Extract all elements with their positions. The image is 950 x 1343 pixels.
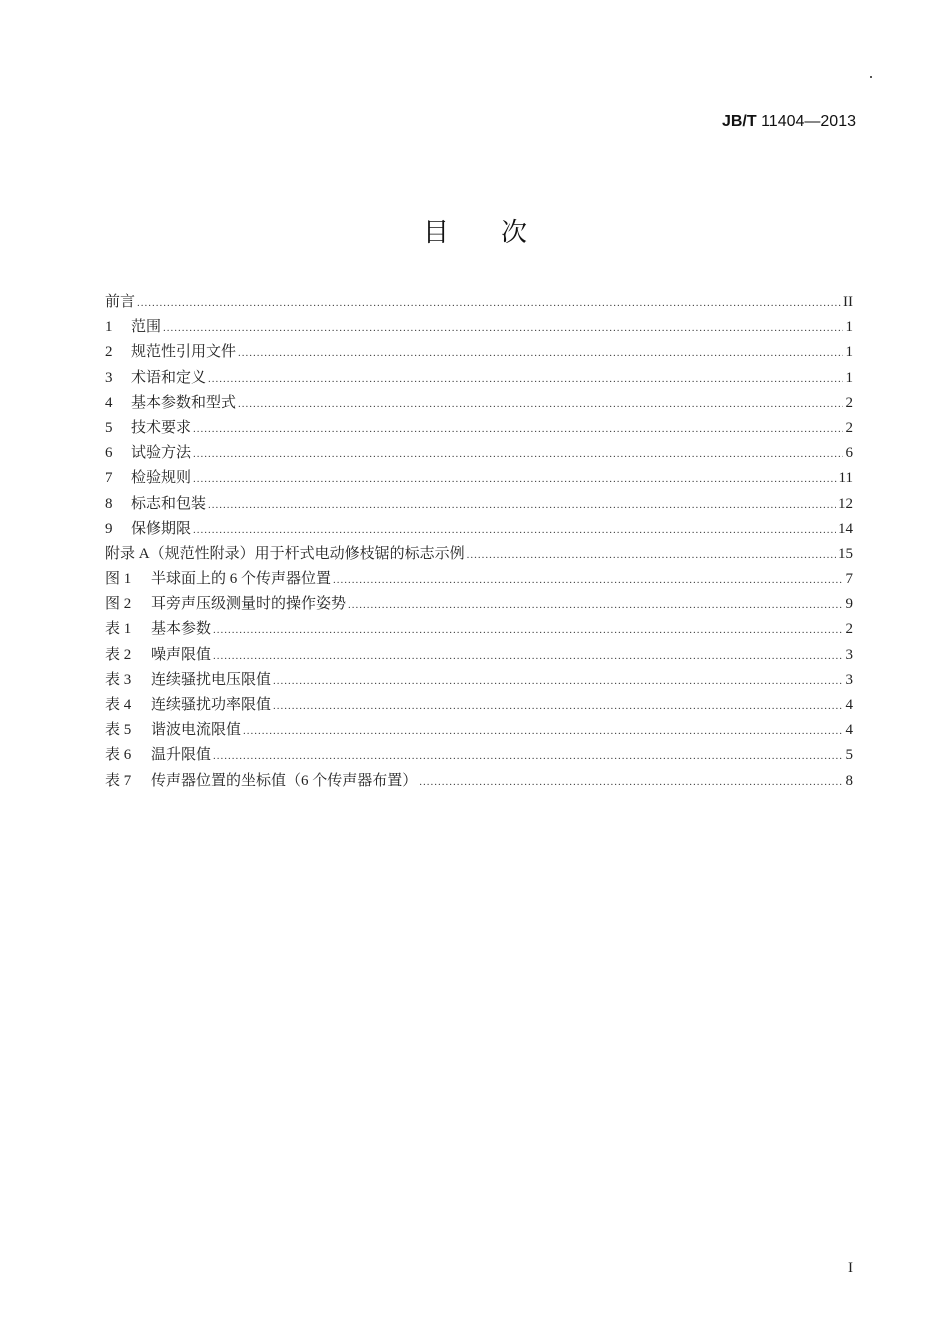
toc-entry-page: 8	[845, 772, 853, 789]
dot-leader	[273, 669, 843, 694]
standard-prefix: JB/T	[721, 113, 757, 130]
toc-entry-page: 2	[845, 394, 853, 411]
toc-entry-label: 基本参数	[151, 621, 212, 638]
toc-entry-page: 7	[845, 571, 853, 588]
toc-entry-label: 规范性引用文件	[131, 344, 237, 361]
dot-leader	[213, 644, 843, 669]
toc-entry[interactable]	[105, 592, 853, 617]
toc-entry-label: 温升限值	[151, 747, 212, 764]
dot-leader	[243, 719, 843, 744]
toc-entry-number: 表 7	[105, 772, 132, 789]
dot-leader	[238, 392, 843, 417]
dot-leader	[193, 518, 836, 543]
toc-entry-page: 4	[845, 697, 853, 713]
dot-leader	[163, 316, 843, 341]
toc-entry-label: 保修期限	[131, 520, 192, 537]
toc-entry-label: 技术要求	[131, 419, 192, 436]
toc-entry-number: 图 2	[105, 596, 132, 613]
table-of-contents	[105, 290, 853, 794]
dot-leader	[137, 291, 841, 316]
page-title: 目次	[422, 218, 579, 248]
toc-entry-number: 4	[105, 394, 113, 411]
toc-entry-page: 11	[838, 470, 853, 487]
toc-entry[interactable]	[105, 769, 853, 794]
toc-entry-page: 1	[845, 319, 853, 336]
page-number: I	[848, 1260, 853, 1276]
toc-entry-page: 15	[838, 545, 853, 562]
toc-entry-number: 7	[105, 470, 113, 487]
toc-entry-label: 附录 A（规范性附录）用于杆式电动修枝锯的标志示例	[105, 545, 465, 562]
toc-entry[interactable]	[105, 693, 853, 718]
toc-entry-label: 标志和包装	[131, 495, 207, 512]
dot-leader	[467, 543, 836, 568]
toc-entry-number: 表 4	[105, 697, 132, 713]
toc-entry-label: 连续骚扰电压限值	[151, 671, 272, 688]
toc-entry-number: 9	[105, 520, 113, 537]
toc-entry-page: 1	[845, 369, 853, 386]
toc-entry[interactable]	[105, 718, 853, 743]
toc-entry-page: 6	[845, 445, 853, 462]
toc-entry-number: 3	[105, 369, 113, 386]
toc-entry-number: 表 2	[105, 646, 132, 663]
toc-entry-label: 传声器位置的坐标值（6 个传声器布置）	[151, 772, 418, 789]
toc-entry-page: 3	[845, 671, 853, 688]
toc-entry-page: II	[843, 294, 853, 310]
toc-entry[interactable]	[105, 567, 853, 592]
dot-leader	[213, 618, 843, 643]
toc-entry[interactable]	[105, 340, 853, 365]
toc-entry-label: 噪声限值	[151, 646, 212, 663]
toc-entry[interactable]	[105, 391, 853, 416]
toc-entry-number: 2	[105, 344, 113, 361]
toc-entry[interactable]	[105, 517, 853, 542]
toc-entry-label: 前言	[105, 294, 136, 310]
standard-code: 11404—2013	[761, 113, 856, 130]
toc-entry-page: 12	[838, 495, 853, 512]
toc-entry[interactable]	[105, 441, 853, 466]
toc-entry[interactable]	[105, 617, 853, 642]
toc-entry-number: 表 5	[105, 722, 132, 739]
toc-entry[interactable]	[105, 366, 853, 391]
toc-entry-page: 14	[838, 520, 853, 537]
toc-entry[interactable]	[105, 290, 853, 315]
toc-entry[interactable]	[105, 492, 853, 517]
toc-entry[interactable]	[105, 743, 853, 768]
dot-leader	[193, 467, 837, 492]
dot-leader	[213, 744, 843, 769]
toc-entry-label: 谐波电流限值	[151, 722, 242, 739]
toc-entry-page: 3	[845, 646, 853, 663]
dot-leader	[238, 341, 843, 366]
toc-entry[interactable]	[105, 466, 853, 491]
toc-entry-label: 范围	[131, 319, 162, 336]
toc-entry-page: 5	[845, 747, 853, 764]
dot-leader	[193, 442, 843, 467]
toc-entry[interactable]	[105, 315, 853, 340]
toc-entry-number: 1	[105, 319, 113, 336]
dot-leader	[273, 694, 843, 719]
toc-entry-number: 5	[105, 419, 113, 436]
toc-entry-number: 表 3	[105, 671, 132, 688]
toc-entry-label: 试验方法	[131, 445, 192, 462]
toc-entry-page: 1	[845, 344, 853, 361]
toc-entry-label: 检验规则	[131, 470, 192, 487]
toc-entry-label: 基本参数和型式	[131, 394, 237, 411]
toc-entry-page: 4	[845, 722, 853, 739]
dot-leader	[208, 493, 836, 518]
toc-entry-page: 2	[845, 621, 853, 638]
toc-entry-number: 6	[105, 445, 113, 462]
toc-entry-label: 耳旁声压级测量时的操作姿势	[151, 596, 347, 613]
toc-entry-number: 8	[105, 495, 113, 512]
toc-entry[interactable]	[105, 542, 853, 567]
dot-leader	[208, 367, 843, 392]
toc-entry[interactable]	[105, 668, 853, 693]
scan-speck	[870, 76, 872, 78]
dot-leader	[333, 568, 843, 593]
toc-entry[interactable]	[105, 643, 853, 668]
toc-entry-label: 连续骚扰功率限值	[151, 697, 272, 713]
toc-entry[interactable]	[105, 416, 853, 441]
toc-entry-page: 2	[845, 419, 853, 436]
standard-number	[722, 113, 856, 131]
toc-entry-number: 图 1	[105, 571, 132, 588]
toc-entry-label: 术语和定义	[131, 369, 207, 386]
dot-leader	[419, 770, 843, 795]
toc-entry-label: 半球面上的 6 个传声器位置	[151, 571, 332, 588]
dot-leader	[193, 417, 843, 442]
dot-leader	[348, 593, 843, 618]
toc-entry-page: 9	[845, 596, 853, 613]
toc-entry-number: 表 6	[105, 747, 132, 764]
toc-entry-number: 表 1	[105, 621, 132, 638]
